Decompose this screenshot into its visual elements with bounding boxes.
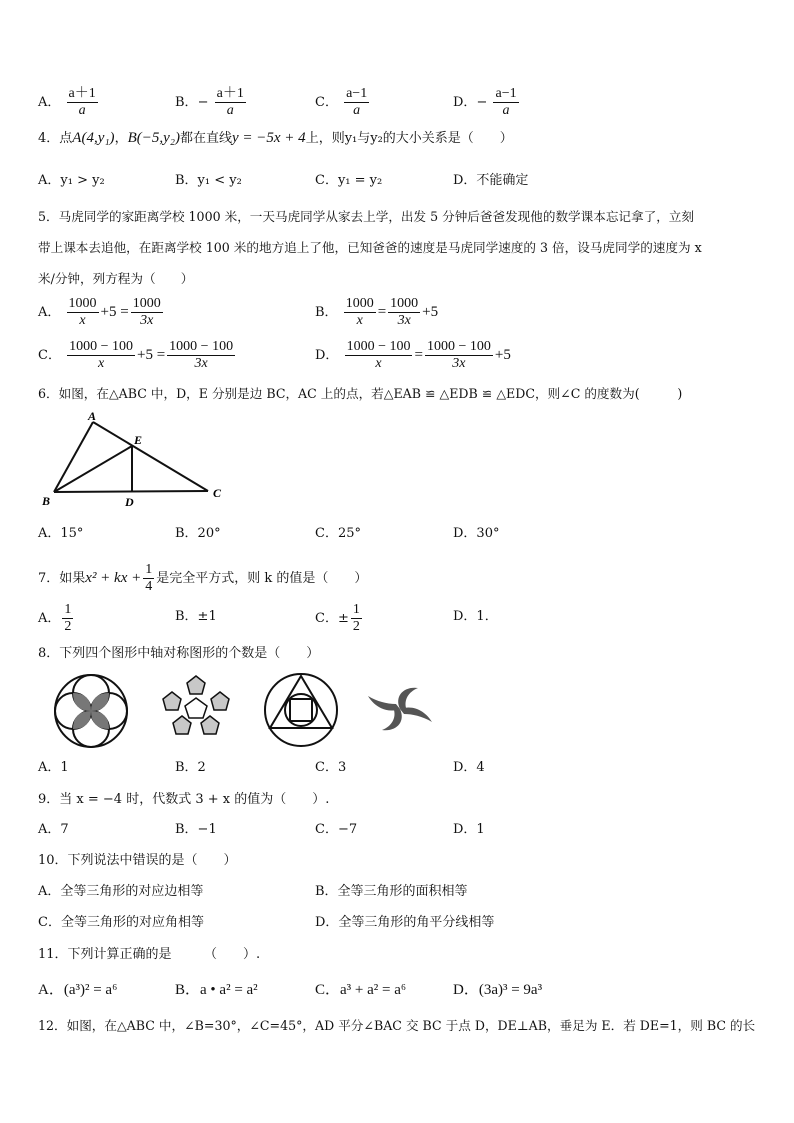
q5-option-c: C． $\frac{1000 - 100}{x}$ +5 = $\frac{1000 - 100}{3x}$ bbox=[38, 339, 234, 371]
q5-option-a: A． $\frac{1000}{x}$ +5 = $\frac{1000}{3x}$ bbox=[38, 296, 161, 328]
q6-option-a: A．15° bbox=[38, 526, 84, 541]
q11-stem: 11．下列计算正确的是 （ ）. bbox=[38, 947, 261, 962]
q5-line-3: 米/分钟，列方程为（ ） bbox=[38, 271, 194, 286]
q10-option-c: C．全等三角形的对应角相等 bbox=[38, 915, 204, 930]
q5-option-d: D． $\frac{1000 - 100}{x}$ = $\frac{1000 - 100}{3x}$ +5 bbox=[315, 339, 511, 371]
q9-option-b: B．−1 bbox=[175, 822, 217, 837]
q7-option-c: C．± $\frac{1}{2}$ bbox=[315, 602, 360, 634]
q5-line-1: 5．马虎同学的家距离学校 1000 米，一天马虎同学从家去上学，出发 5 分钟后爸爸发现他的数学课本忘记拿了，立刻 bbox=[38, 209, 694, 224]
q11-option-c: C．a³ + a² = a⁶ bbox=[315, 982, 407, 998]
q4-stem: 4．点A(4,y₁)，B(−5,y₂)都在直线y = −5x + 4上，则y₁与y₂的大小关系是（ ） bbox=[38, 130, 513, 146]
q6-option-b: B．20° bbox=[175, 526, 221, 541]
q3-option-c: C． $\frac{a-1}{a}$ bbox=[315, 86, 368, 118]
q5-line-2: 带上课本去追他，在距离学校 100 米的地方追上了他，已知爸爸的速度是马虎同学速度的 3 倍，设马虎同学的速度为 x bbox=[38, 240, 702, 255]
q6-option-c: C．25° bbox=[315, 526, 361, 541]
q5-option-b: B． $\frac{1000}{x}$ = $\frac{1000}{3x}$ +5 bbox=[315, 296, 439, 328]
q11-option-a: A．(a³)² = a⁶ bbox=[38, 982, 118, 998]
q8-figure-pentagons bbox=[158, 672, 234, 744]
q12-stem: 12．如图，在△ABC 中，∠B=30°，∠C=45°，AD 平分∠BAC 交 BC 于点 D，DE⊥AB，垂足为 E．若 DE=1，则 BC 的长 bbox=[38, 1018, 756, 1033]
q8-figure-swirl bbox=[364, 684, 436, 734]
q11-option-d: D．(3a)³ = 9a³ bbox=[453, 982, 543, 998]
q9-stem: 9．当 x = −4 时，代数式 3 + x 的值为（ ）. bbox=[38, 792, 330, 807]
q6-triangle-figure bbox=[38, 410, 238, 510]
q8-option-c: C．3 bbox=[315, 760, 347, 775]
q4-option-b: B．y₁ < y₂ bbox=[175, 173, 242, 188]
q3-option-d: D．− $\frac{a-1}{a}$ bbox=[453, 86, 517, 118]
q7-option-b: B．±1 bbox=[175, 609, 217, 624]
q6-label-c: C bbox=[213, 486, 222, 500]
q7-option-d: D．1． bbox=[453, 609, 498, 624]
q8-option-d: D．4 bbox=[453, 760, 485, 775]
q11-option-b: B．a • a² = a² bbox=[175, 982, 258, 998]
q6-label-d: D bbox=[125, 495, 134, 509]
q6-label-b: B bbox=[42, 494, 51, 508]
q7-option-a: A． $\frac{1}{2}$ bbox=[38, 602, 72, 634]
q10-option-a: A．全等三角形的对应边相等 bbox=[38, 884, 204, 899]
q6-stem: 6．如图，在△ABC 中，D，E 分别是边 BC，AC 上的点，若△EAB ≌ △EDB ≌ △EDC，则∠C 的度数为( ) bbox=[38, 386, 683, 401]
q4-option-a: A．y₁ > y₂ bbox=[38, 173, 105, 188]
q4-option-d: D．不能确定 bbox=[453, 173, 529, 188]
q10-stem: 10．下列说法中错误的是（ ） bbox=[38, 853, 237, 868]
q8-figure-circle-petals bbox=[52, 672, 130, 750]
q7-stem: 7．如果x² + kx + $\frac{1}{4}$ 是完全平方式，则 k 的值是（ ） bbox=[38, 562, 368, 594]
q8-stem: 8．下列四个图形中轴对称图形的个数是（ ） bbox=[38, 646, 320, 661]
q8-option-a: A．1 bbox=[38, 760, 69, 775]
q10-option-b: B．全等三角形的面积相等 bbox=[315, 884, 468, 899]
q9-option-c: C．−7 bbox=[315, 822, 358, 837]
q9-option-a: A．7 bbox=[38, 822, 69, 837]
q6-label-e: E bbox=[134, 433, 143, 447]
q9-option-d: D．1 bbox=[453, 822, 485, 837]
q10-option-d: D．全等三角形的角平分线相等 bbox=[315, 915, 495, 930]
q8-option-b: B．2 bbox=[175, 760, 206, 775]
q6-label-a: A bbox=[88, 410, 97, 423]
q4-option-c: C．y₁ = y₂ bbox=[315, 173, 383, 188]
q6-option-d: D．30° bbox=[453, 526, 500, 541]
q3-option-a: A． $\frac{a+1}{a}$ bbox=[38, 86, 96, 118]
q8-figure-circle-triangle-square bbox=[263, 670, 339, 750]
q3-option-b: B．− $\frac{a+1}{a}$ bbox=[175, 86, 244, 118]
